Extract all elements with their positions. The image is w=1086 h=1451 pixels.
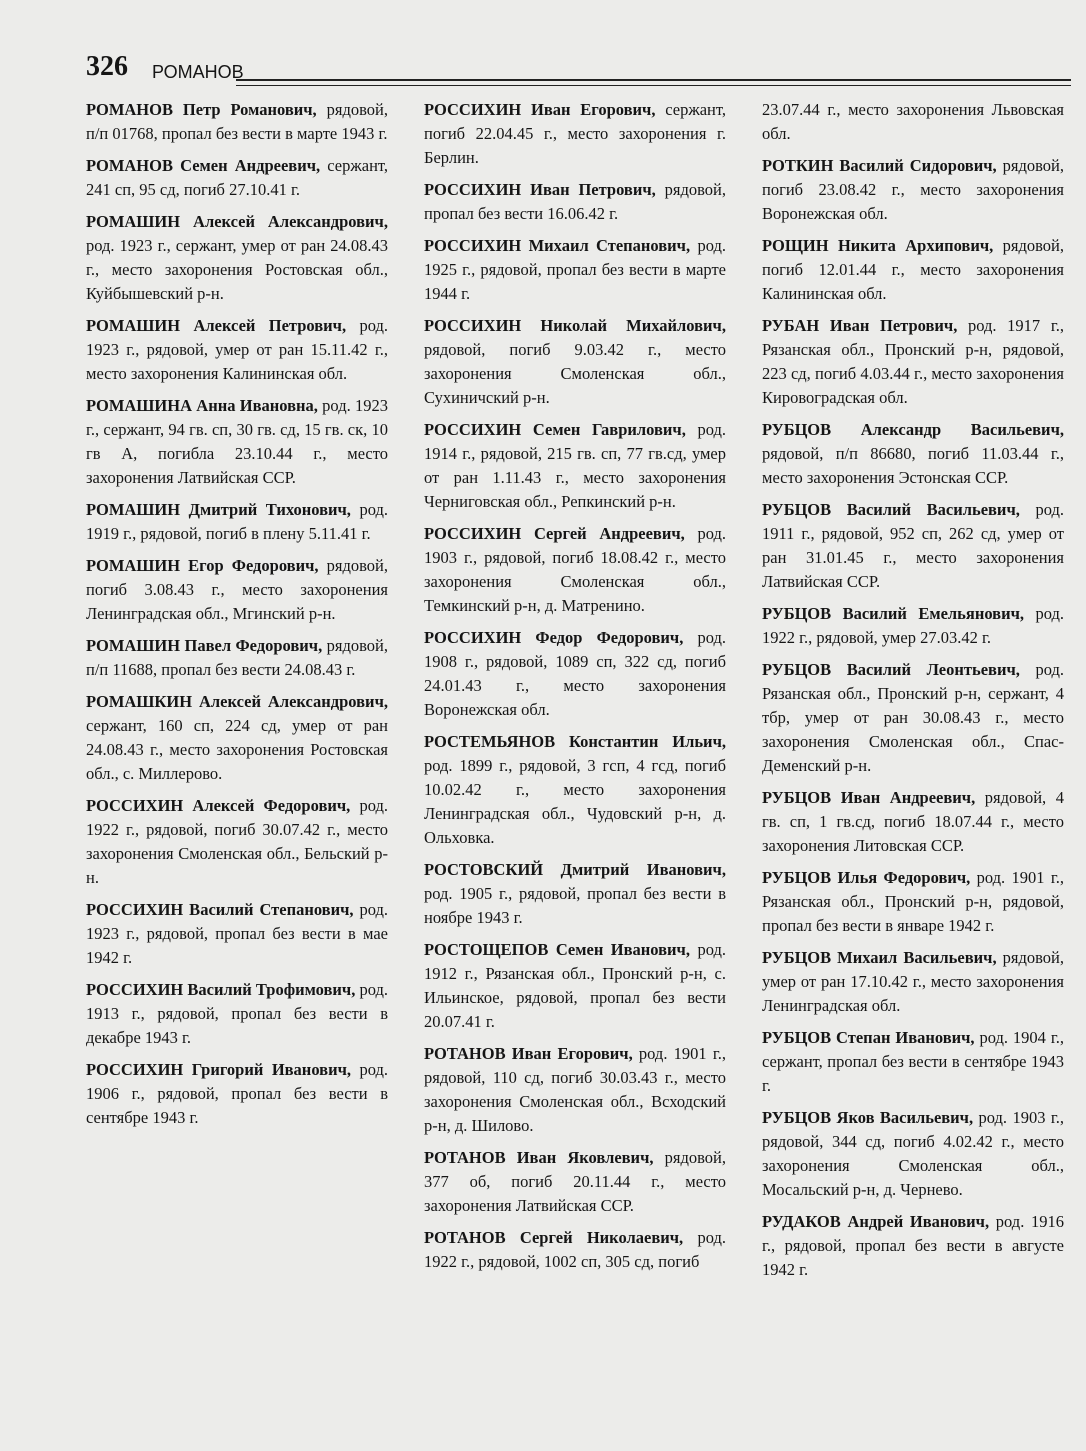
entry-text: род. 1901 г., Рязанская обл., Пронский р-н, рядовой, пропал без вести в январе 1942 г. bbox=[762, 868, 1065, 935]
entry bbox=[762, 1210, 1064, 1282]
entry bbox=[762, 314, 1064, 410]
entry-name: РУБЦОВ Александр Васильевич, bbox=[762, 420, 1064, 439]
entry-name: РОССИХИН Николай Михайлович, bbox=[424, 316, 726, 335]
page-header bbox=[86, 50, 1071, 90]
entry-name: РОССИХИН Михаил Степанович, bbox=[424, 236, 691, 255]
entry-text: род. 1908 г., рядовой, 1089 сп, 322 сд, погиб 24.01.43 г., место захоронения Воронежская обл. bbox=[424, 628, 727, 719]
entry bbox=[86, 98, 388, 146]
column-1 bbox=[86, 98, 388, 1138]
entry bbox=[86, 978, 388, 1050]
entry-name: РУБЦОВ Иван Андреевич, bbox=[762, 788, 976, 807]
entry-text: рядовой, погиб 3.08.43 г., место захоронения Ленинградская обл., Мгинский р-н. bbox=[86, 556, 388, 623]
entry bbox=[762, 98, 1064, 146]
entry bbox=[424, 1042, 726, 1138]
entry bbox=[762, 658, 1064, 778]
entry-text: сержант, 241 сп, 95 сд, погиб 27.10.41 г. bbox=[86, 156, 388, 199]
entry bbox=[762, 418, 1064, 490]
entry-name: РУБЦОВ Василий Емельянович, bbox=[762, 604, 1025, 623]
entry-name: РОМАШИН Алексей Александрович, bbox=[86, 212, 388, 231]
header-rule-thick bbox=[236, 79, 1071, 81]
entry-name: РОТКИН Василий Сидорович, bbox=[762, 156, 997, 175]
entry bbox=[424, 626, 726, 722]
entry bbox=[86, 154, 388, 202]
entry-text: рядовой, п/п 01768, пропал без вести в марте 1943 г. bbox=[86, 100, 388, 143]
entry-name: РОМАНОВ Семен Андреевич, bbox=[86, 156, 321, 175]
entry-name: РОТАНОВ Иван Яковлевич, bbox=[424, 1148, 654, 1167]
entry-text: род. 1922 г., рядовой, 1002 сп, 305 сд, погиб bbox=[424, 1228, 726, 1271]
column-3 bbox=[762, 98, 1064, 1290]
entry bbox=[86, 794, 388, 890]
entry bbox=[424, 938, 726, 1034]
entry bbox=[424, 234, 726, 306]
entry-text: рядовой, погиб 23.08.42 г., место захоронения Воронежская обл. bbox=[762, 156, 1064, 223]
entry bbox=[86, 210, 388, 306]
entry-name: РУБЦОВ Илья Федорович, bbox=[762, 868, 971, 887]
entry bbox=[424, 730, 726, 850]
entry-name: РОМАШИН Егор Федорович, bbox=[86, 556, 319, 575]
entry-text: рядовой, 4 гв. сп, 1 гв.сд, погиб 18.07.44 г., место захоронения Литовская ССР. bbox=[762, 788, 1064, 855]
entry-text: род. 1911 г., рядовой, 952 сп, 262 сд, умер от ран 31.01.45 г., место захоронения Латвийская ССР. bbox=[762, 500, 1064, 591]
entry bbox=[424, 1146, 726, 1218]
entry-name: РОМАШИН Алексей Петрович, bbox=[86, 316, 347, 335]
entry-text: род. 1922 г., рядовой, погиб 30.07.42 г., место захоронения Смоленская обл., Бельский р-н. bbox=[86, 796, 389, 887]
entry bbox=[762, 234, 1064, 306]
entry bbox=[86, 498, 388, 546]
entry-text: род. 1899 г., рядовой, 3 гсп, 4 гсд, погиб 10.02.42 г., место захоронения Ленинградская обл., Чудовский р-н, д. Ольховка. bbox=[424, 756, 726, 847]
entry-text: род. 1901 г., рядовой, 110 сд, погиб 30.03.43 г., место захоронения Смоленская обл., Всходский р-н, д. Шилово. bbox=[424, 1044, 727, 1135]
entry-text: сержант, погиб 22.04.45 г., место захоронения г. Берлин. bbox=[424, 100, 726, 167]
entry bbox=[424, 522, 726, 618]
entry bbox=[424, 418, 726, 514]
entry-text: род. 1916 г., рядовой, пропал без вести в августе 1942 г. bbox=[762, 1212, 1064, 1279]
entry bbox=[762, 866, 1064, 938]
entry-name: РОСТОЩЕПОВ Семен Иванович, bbox=[424, 940, 690, 959]
entry-name: РОССИХИН Григорий Иванович, bbox=[86, 1060, 352, 1079]
entry bbox=[762, 602, 1064, 650]
entry-text: сержант, 160 сп, 224 сд, умер от ран 24.08.43 г., место захоронения Ростовская обл., с. Миллерово. bbox=[86, 716, 388, 783]
entry-name: РУБЦОВ Василий Леонтьевич, bbox=[762, 660, 1020, 679]
entry-text: рядовой, пропал без вести 16.06.42 г. bbox=[424, 180, 726, 223]
entry-name: РУДАКОВ Андрей Иванович, bbox=[762, 1212, 990, 1231]
entry-text: род. 1913 г., рядовой, пропал без вести в декабре 1943 г. bbox=[86, 980, 389, 1047]
entry-name: РОМАНОВ Петр Романович, bbox=[86, 100, 317, 119]
entry bbox=[762, 946, 1064, 1018]
entry bbox=[762, 1026, 1064, 1098]
entry-text: род. 1912 г., Рязанская обл., Пронский р-н, с. Ильинское, рядовой, пропал без вести 20.07.41 г. bbox=[424, 940, 726, 1031]
entry-name: РОМАШКИН Алексей Александрович, bbox=[86, 692, 388, 711]
entry bbox=[424, 858, 726, 930]
entry-text: род. 1905 г., рядовой, пропал без вести в ноябре 1943 г. bbox=[424, 884, 726, 927]
entry-name: РОССИХИН Семен Гаврилович, bbox=[424, 420, 686, 439]
entry bbox=[86, 314, 388, 386]
entry-name: РОТАНОВ Сергей Николаевич, bbox=[424, 1228, 684, 1247]
entry-name: РОССИХИН Василий Степанович, bbox=[86, 900, 354, 919]
entry-name: РОТАНОВ Иван Егорович, bbox=[424, 1044, 633, 1063]
running-title: РОМАНОВ bbox=[152, 62, 244, 82]
column-2 bbox=[424, 98, 726, 1282]
entry-name: РУБЦОВ Михаил Васильевич, bbox=[762, 948, 997, 967]
entry bbox=[86, 394, 388, 490]
entry bbox=[86, 1058, 388, 1130]
entry-name: РОСТОВСКИЙ Дмитрий Иванович, bbox=[424, 860, 726, 879]
entry bbox=[424, 98, 726, 170]
entry-text: рядовой, 377 об, погиб 20.11.44 г., место захоронения Латвийская ССР. bbox=[424, 1148, 726, 1215]
entry-text: род. 1906 г., рядовой, пропал без вести в сентябре 1943 г. bbox=[86, 1060, 389, 1127]
entry bbox=[762, 498, 1064, 594]
entry-text: род. 1903 г., рядовой, 344 сд, погиб 4.02.42 г., место захоронения Смоленская обл., Мосальский р-н, д. Чернево. bbox=[762, 1108, 1064, 1199]
entry bbox=[762, 154, 1064, 226]
entry bbox=[424, 178, 726, 226]
entry-name: РУБАН Иван Петрович, bbox=[762, 316, 958, 335]
entry-name: РОМАШИНА Анна Ивановна, bbox=[86, 396, 318, 415]
entry-text: род. 1923 г., сержант, умер от ран 24.08.43 г., место захоронения Ростовская обл., Куйбышевский р-н. bbox=[86, 236, 388, 303]
entry-text: рядовой, п/п 11688, пропал без вести 24.08.43 г. bbox=[86, 636, 388, 679]
entry-text: род. 1923 г., рядовой, пропал без вести в мае 1942 г. bbox=[86, 900, 389, 967]
entry-name: РОССИХИН Василий Трофимович, bbox=[86, 980, 356, 999]
entry-name: РОСТЕМЬЯНОВ Константин Ильич, bbox=[424, 732, 726, 751]
entry-text: род. 1904 г., сержант, пропал без вести в сентябре 1943 г. bbox=[762, 1028, 1064, 1095]
entry-name: РУБЦОВ Степан Иванович, bbox=[762, 1028, 975, 1047]
entry bbox=[762, 1106, 1064, 1202]
entry-text: род. Рязанская обл., Пронский р-н, сержант, 4 тбр, умер от ран 30.08.43 г., место захоронения Смоленская обл., Спас-Деменский р-н. bbox=[762, 660, 1064, 775]
entry-text: род. 1917 г., Рязанская обл., Пронский р-н, рядовой, 223 сд, погиб 4.03.44 г., место захоронения Кировоградская обл. bbox=[762, 316, 1064, 407]
entry-name: РОССИХИН Иван Петрович, bbox=[424, 180, 656, 199]
entry-name: РОМАШИН Павел Федорович, bbox=[86, 636, 323, 655]
entry bbox=[762, 786, 1064, 858]
entry bbox=[86, 634, 388, 682]
entry-text: рядовой, умер от ран 17.10.42 г., место захоронения Ленинградская обл. bbox=[762, 948, 1064, 1015]
entry-text: род. 1903 г., рядовой, погиб 18.08.42 г., место захоронения Смоленская обл., Темкинский р-н, д. Матренино. bbox=[424, 524, 726, 615]
entry-name: РОССИХИН Иван Егорович, bbox=[424, 100, 656, 119]
entry-text: род. 1923 г., рядовой, умер от ран 15.11.42 г., место захоронения Калининская обл. bbox=[86, 316, 388, 383]
entry-text: род. 1919 г., рядовой, погиб в плену 5.11.41 г. bbox=[86, 500, 388, 543]
entry bbox=[424, 1226, 726, 1274]
entry-name: РОССИХИН Алексей Федорович, bbox=[86, 796, 351, 815]
entry-name: РУБЦОВ Яков Васильевич, bbox=[762, 1108, 974, 1127]
entry-text: 23.07.44 г., место захоронения Львовская обл. bbox=[762, 100, 1064, 143]
entry-text: род. 1925 г., рядовой, пропал без вести в марте 1944 г. bbox=[424, 236, 726, 303]
entry-name: РОССИХИН Федор Федорович, bbox=[424, 628, 684, 647]
entry-text: рядовой, погиб 12.01.44 г., место захоронения Калининская обл. bbox=[762, 236, 1065, 303]
entry bbox=[86, 898, 388, 970]
entry-name: РОЩИН Никита Архипович, bbox=[762, 236, 994, 255]
entry-name: РУБЦОВ Василий Васильевич, bbox=[762, 500, 1020, 519]
page-number: 326 bbox=[86, 51, 128, 82]
entry bbox=[86, 690, 388, 786]
entry-name: РОССИХИН Сергей Андреевич, bbox=[424, 524, 685, 543]
entry-text: род. 1923 г., сержант, 94 гв. сп, 30 гв. сд, 15 гв. ск, 10 гв А, погибла 23.10.44 г., место захоронения Латвийская ССР. bbox=[86, 396, 388, 487]
entry-name: РОМАШИН Дмитрий Тихонович, bbox=[86, 500, 351, 519]
entry-text: род. 1922 г., рядовой, умер 27.03.42 г. bbox=[762, 604, 1065, 647]
entry-text: рядовой, п/п 86680, погиб 11.03.44 г., место захоронения Эстонская ССР. bbox=[762, 444, 1064, 487]
entry-text: рядовой, погиб 9.03.42 г., место захоронения Смоленская обл., Сухиничский р-н. bbox=[424, 340, 726, 407]
entry bbox=[424, 314, 726, 410]
entry bbox=[86, 554, 388, 626]
entry-text: род. 1914 г., рядовой, 215 гв. сп, 77 гв.сд, умер от ран 1.11.43 г., место захоронения Черниговская обл., Репкинский р-н. bbox=[424, 420, 726, 511]
header-rule-thin bbox=[236, 85, 1071, 86]
